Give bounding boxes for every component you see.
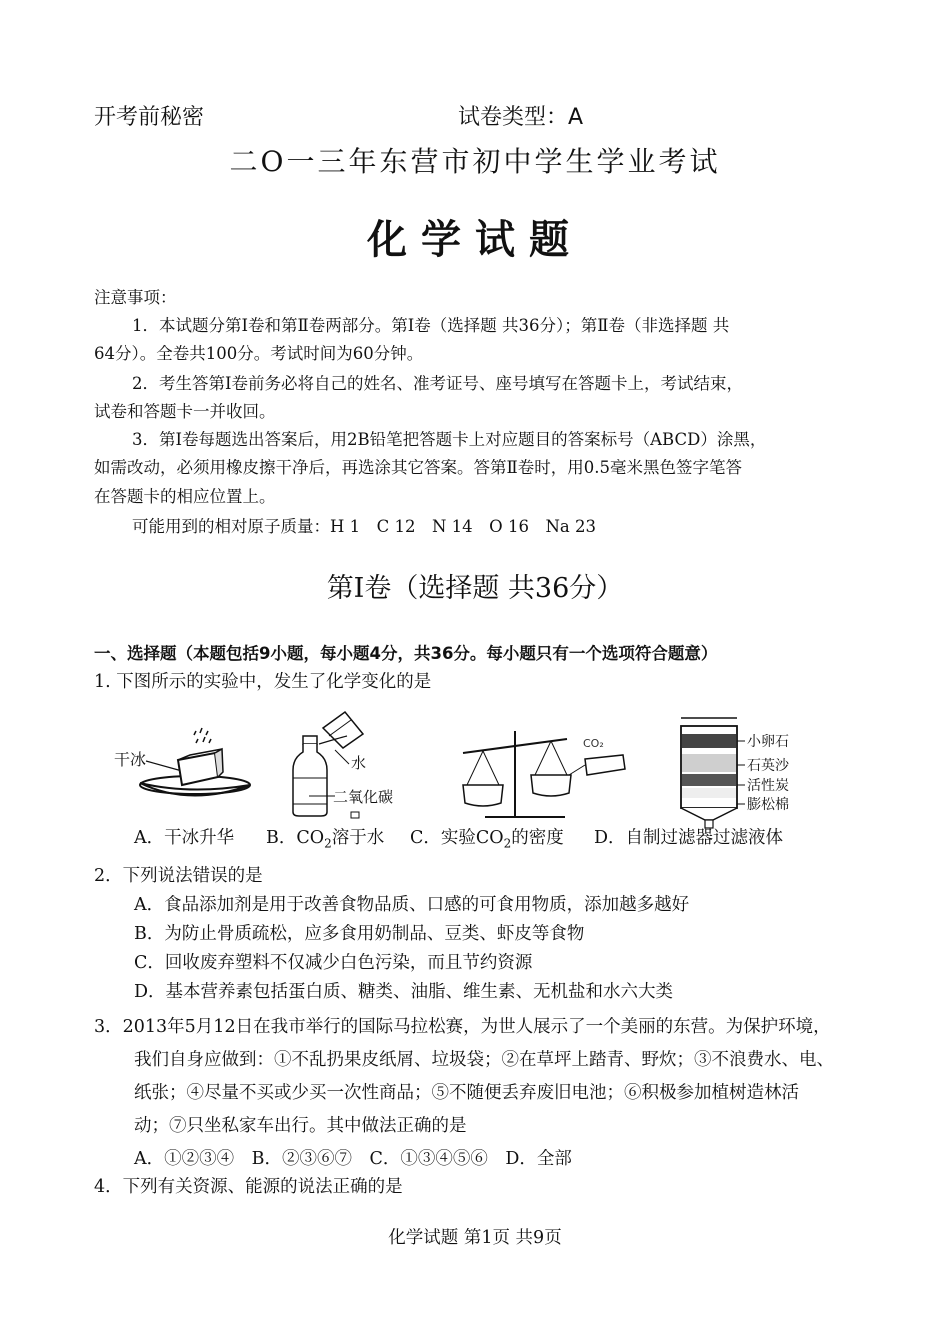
q1-option-d: D．自制过滤器过滤液体 [594, 828, 784, 848]
secret-label: 开考前秘密 [94, 105, 205, 130]
q2-stem: 2．下列说法错误的是 [94, 866, 263, 886]
q1-option-c: C．实验$CO_2$的密度 [410, 828, 564, 851]
note-item-1-line-1: 1．本试题分第Ⅰ卷和第Ⅱ卷两部分。第Ⅰ卷（选择题 共36分）；第Ⅱ卷（非选择题 共 [132, 316, 730, 335]
q3-line-2: 我们自身应做到：①不乱扔果皮纸屑、垃圾袋；②在草坪上踏青、野炊；③不浪费水、电、 [134, 1050, 834, 1070]
q3-line-3: 纸张；④尽量不买或少买一次性商品；⑤不随便丢弃废旧电池；⑥积极参加植树造林活 [134, 1083, 799, 1103]
q3-line-1: 3．2013年5月12日在我市举行的国际马拉松赛，为世人展示了一个美丽的东营。为保护环境， [94, 1017, 831, 1037]
note-item-2-line-2: 试卷和答题卡一并收回。 [94, 402, 276, 421]
exam-title: 二O一三年东营市初中学生学业考试 [229, 145, 721, 178]
note-item-3-line-1: 3．第Ⅰ卷每题选出答案后，用2B铅笔把答题卡上对应题目的答案标号（ABCD）涂黑， [132, 430, 767, 449]
balance-figure [455, 725, 635, 820]
dry-ice-label: 干冰 [114, 750, 147, 769]
pebbles-label: 小卵石 [747, 734, 789, 750]
co2-bottle-figure [285, 708, 425, 820]
cotton-label: 膨松棉 [747, 797, 789, 813]
q3-line-4: 动；⑦只坐私家车出行。其中做法正确的是 [134, 1116, 467, 1136]
q1-option-b: B．$CO_2$溶于水 [266, 828, 385, 851]
note-item-3-line-3: 在答题卡的相应位置上。 [94, 487, 276, 506]
filter-figure [675, 712, 835, 830]
notes-heading: 注意事项： [94, 288, 177, 307]
page-footer: 化学试题 第1页 共9页 [388, 1228, 562, 1248]
q3-options: A．①②③④ B．②③⑥⑦ C．①③④⑤⑥ D．全部 [134, 1149, 572, 1169]
q2-option-d: D．基本营养素包括蛋白质、糖类、油脂、维生素、无机盐和水六大类 [134, 982, 674, 1002]
co2-gas-label: 二氧化碳 [333, 788, 394, 806]
co2-small-label: CO₂ [583, 737, 604, 750]
quartz-sand-label: 石英沙 [747, 758, 789, 774]
q1-stem: 1. 下图所示的实验中，发生了化学变化的是 [94, 672, 432, 692]
activated-carbon-label: 活性炭 [747, 778, 789, 794]
volume-title: 第Ⅰ卷（选择题 共36分） [326, 573, 624, 604]
paper-type: 试卷类型：A [458, 105, 584, 130]
section-title: 一、选择题（本题包括9小题，每小题4分，共36分。每小题只有一个选项符合题意） [94, 644, 718, 663]
q4-stem: 4．下列有关资源、能源的说法正确的是 [94, 1177, 403, 1197]
note-item-1-line-2: 64分）。全卷共100分。考试时间为60分钟。 [94, 344, 424, 363]
water-label: 水 [351, 754, 367, 772]
subject-title: 化学试题 [367, 217, 583, 263]
q2-option-a: A．食品添加剂是用于改善食物品质、口感的可食用物质，添加越多越好 [134, 895, 690, 915]
dry-ice-figure [110, 715, 260, 810]
q2-option-b: B．为防止骨质疏松，应多食用奶制品、豆类、虾皮等食物 [134, 924, 585, 944]
atomic-masses: 可能用到的相对原子质量：H 1 C 12 N 14 O 16 Na 23 [132, 517, 596, 536]
note-item-3-line-2: 如需改动，必须用橡皮擦干净后，再选涂其它答案。答第Ⅱ卷时，用0.5毫米黑色签字笔答 [94, 458, 742, 477]
note-item-2-line-1: 2．考生答第Ⅰ卷前务必将自己的姓名、准考证号、座号填写在答题卡上，考试结束， [132, 374, 744, 393]
q1-option-a: A．干冰升华 [134, 828, 235, 848]
q2-option-c: C．回收废弃塑料不仅减少白色污染，而且节约资源 [134, 953, 533, 973]
